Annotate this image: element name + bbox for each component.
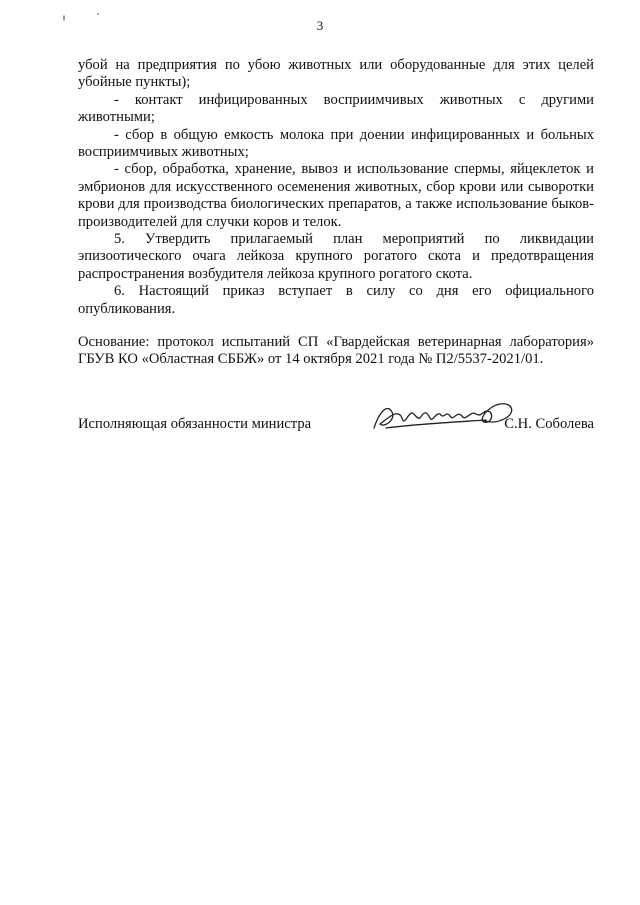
paragraph-item-5: 5. Утвердить прилагаемый план мероприятий по ликвидации эпизоотического очага лейкоза крупного рогатого скота и предотвращения распространения возбудителя лейкоза крупного рогатого скота. <box>78 231 594 282</box>
page-number: 3 <box>316 18 324 33</box>
paragraph-milk: - сбор в общую емкость молока при доении инфицированных и больных восприимчивых животных; <box>78 126 594 161</box>
paragraph-item-6: 6. Настоящий приказ вступает в силу со дня его официального опубликования. <box>78 283 594 317</box>
order-body <box>78 57 594 318</box>
paragraph-sperm: - сбор, обработка, хранение, вывоз и использование спермы, яйцеклеток и эмбрионов для искусственного осеменения животных, сбор крови или сыворотки крови для производства биологических препаратов, а также использование быков-производителей для случки коров и телок. <box>78 161 594 230</box>
paragraph-contact: - контакт инфицированных восприимчивых животных с другими животными; <box>78 91 594 126</box>
scan-speck <box>97 13 99 15</box>
paragraph-slaughter: убой на предприятия по убою животных или оборудованные для этих целей убойные пункты); <box>78 57 594 91</box>
signature-block <box>78 416 594 446</box>
signer-name: С.Н. Соболева <box>504 416 594 432</box>
basis-text: Основание: протокол испытаний СП «Гвардейская ветеринарная лаборатория» ГБУВ КО «Областная СББЖ» от 14 октября 2021 года № П2/5537-2021/01. <box>78 334 594 368</box>
signer-title: Исполняющая обязанности министра <box>78 416 312 432</box>
basis-section <box>78 334 594 369</box>
